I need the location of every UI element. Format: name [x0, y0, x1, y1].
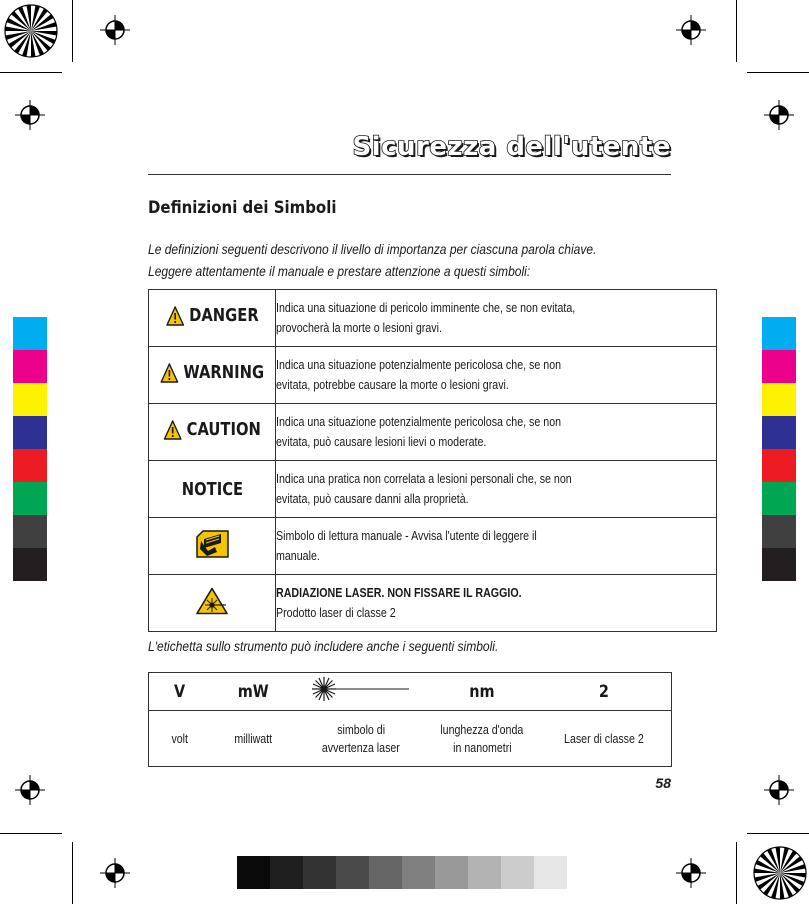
crop-mark	[736, 0, 737, 62]
crop-mark	[736, 842, 737, 904]
page-number: 58	[655, 775, 671, 791]
description-cell	[276, 347, 717, 404]
signal-cell	[149, 461, 276, 518]
description-line: Simbolo di lettura manuale - Avvisa l'utente di leggere il	[276, 528, 538, 543]
signal-cell	[149, 347, 276, 404]
laser-warning-icon	[196, 587, 228, 615]
color-swatch	[762, 482, 796, 515]
description-line: evitata, potrebbe causare la morte o lesioni gravi.	[276, 377, 510, 392]
caution-signal	[164, 419, 261, 440]
label-text: Laser di classe 2	[564, 731, 644, 746]
table-row	[149, 290, 717, 347]
label-symbol-cell	[427, 673, 537, 711]
color-swatch	[762, 548, 796, 581]
gray-swatch	[369, 856, 402, 889]
description-line: Indica una situazione di pericolo imminente che, se non evitata,	[276, 300, 576, 315]
signal-word: NOTICE	[181, 478, 243, 500]
warning-triangle-icon	[160, 363, 178, 383]
color-swatch	[13, 383, 47, 416]
registration-mark-icon	[15, 775, 45, 805]
danger-signal	[166, 305, 259, 326]
color-swatch	[13, 416, 47, 449]
registration-mark-icon	[764, 775, 794, 805]
signal-cell	[149, 575, 276, 632]
signal-word: CAUTION	[186, 419, 261, 441]
gray-swatch	[336, 856, 369, 889]
label-text: avvertenza laser	[322, 740, 400, 755]
signal-word: DANGER	[188, 305, 259, 327]
registration-mark-icon	[764, 100, 794, 130]
starburst-target-icon	[3, 3, 59, 59]
table-row	[149, 575, 717, 632]
label-text-cell	[537, 711, 672, 767]
title-rule	[148, 174, 671, 175]
label-symbol-cell	[149, 673, 212, 711]
description-cell	[276, 461, 717, 518]
label-text: milliwatt	[234, 731, 272, 746]
page-title: Sicurezza dell'utente	[352, 132, 671, 162]
color-swatch	[13, 317, 47, 350]
color-swatch	[13, 482, 47, 515]
gray-swatch	[501, 856, 534, 889]
crop-mark	[0, 833, 62, 834]
description-line: Prodotto laser di classe 2	[276, 605, 397, 620]
signal-word: WARNING	[183, 362, 265, 384]
table-row	[149, 711, 672, 767]
color-swatch	[762, 416, 796, 449]
label-symbol-cell	[211, 673, 295, 711]
registration-mark-icon	[100, 858, 130, 888]
label-text-cell	[149, 711, 212, 767]
description-line: Indica una pratica non correlata a lesioni personali che, se non	[276, 471, 573, 486]
gray-swatch	[435, 856, 468, 889]
color-swatch	[762, 383, 796, 416]
section-heading: Definizioni dei Simboli	[148, 198, 337, 218]
registration-mark-icon	[676, 15, 706, 45]
description-line: Indica una situazione potenzialmente pericolosa che, se non	[276, 357, 562, 372]
color-swatch	[13, 350, 47, 383]
color-swatch	[762, 515, 796, 548]
table-row	[149, 518, 717, 575]
label-symbol-cell	[295, 673, 427, 711]
color-swatch	[13, 548, 47, 581]
label-symbol-cell	[537, 673, 672, 711]
read-manual-icon	[195, 529, 229, 559]
laser-beam-icon	[311, 675, 411, 703]
volt-symbol: V	[174, 681, 186, 702]
registration-mark-icon	[676, 858, 706, 888]
label-text-cell	[427, 711, 537, 767]
crop-mark	[0, 72, 62, 73]
signal-cell	[149, 518, 276, 575]
description-cell	[276, 290, 717, 347]
color-swatch	[762, 350, 796, 383]
crop-mark	[72, 0, 73, 62]
warning-triangle-icon	[166, 306, 184, 326]
warning-triangle-icon	[164, 420, 182, 440]
starburst-target-icon	[752, 845, 808, 901]
label-text-cell	[211, 711, 295, 767]
description-line: Indica una situazione potenzialmente pericolosa che, se non	[276, 414, 562, 429]
table-row	[149, 404, 717, 461]
label-text: lunghezza d'onda	[440, 722, 524, 737]
gray-swatch	[468, 856, 501, 889]
notice-signal	[182, 479, 243, 500]
crop-mark	[747, 72, 809, 73]
gray-swatch	[270, 856, 303, 889]
description-cell	[276, 518, 717, 575]
description-cell	[276, 575, 717, 632]
gray-scale-bar	[237, 856, 567, 889]
description-line: evitata, può causare lesioni lievi o moderate.	[276, 434, 487, 449]
color-swatch	[13, 449, 47, 482]
gray-swatch	[237, 856, 270, 889]
color-bar-left	[13, 317, 47, 581]
nanometer-symbol: nm	[469, 681, 495, 702]
registration-mark-icon	[15, 100, 45, 130]
label-text: in nanometri	[452, 740, 512, 755]
color-bar-right	[762, 317, 796, 581]
symbol-definitions-table	[148, 289, 717, 632]
description-line: provocherà la morte o lesioni gravi.	[276, 320, 443, 335]
warning-signal	[160, 362, 264, 383]
description-line: evitata, può causare danni alla proprietà.	[276, 491, 470, 506]
color-swatch	[762, 449, 796, 482]
color-swatch	[762, 317, 796, 350]
label-text-cell	[295, 711, 427, 767]
label-symbols-table	[148, 672, 672, 767]
gray-swatch	[534, 856, 567, 889]
crop-mark	[72, 842, 73, 904]
intro-line: Le definizioni seguenti descrivono il livello di importanza per ciascuna parola chiave.	[148, 241, 597, 257]
signal-cell	[149, 290, 276, 347]
label-text: simbolo di	[337, 722, 385, 737]
intro-line: Leggere attentamente il manuale e prestare attenzione a questi simboli:	[148, 263, 531, 279]
crop-mark	[747, 833, 809, 834]
table-row	[149, 347, 717, 404]
milliwatt-symbol: mW	[237, 681, 269, 702]
description-cell	[276, 404, 717, 461]
gray-swatch	[303, 856, 336, 889]
gray-swatch	[402, 856, 435, 889]
description-line: manuale.	[276, 548, 321, 563]
description-line: RADIAZIONE LASER. NON FISSARE IL RAGGIO.	[276, 585, 523, 600]
color-swatch	[13, 515, 47, 548]
intro-text	[148, 238, 655, 282]
registration-mark-icon	[100, 15, 130, 45]
signal-cell	[149, 404, 276, 461]
label-note: L'etichetta sullo strumento può includere anche i seguenti simboli.	[148, 638, 499, 654]
class-2-symbol: 2	[598, 681, 610, 702]
table-row	[149, 461, 717, 518]
table-row	[149, 673, 672, 711]
label-text: volt	[171, 731, 189, 746]
